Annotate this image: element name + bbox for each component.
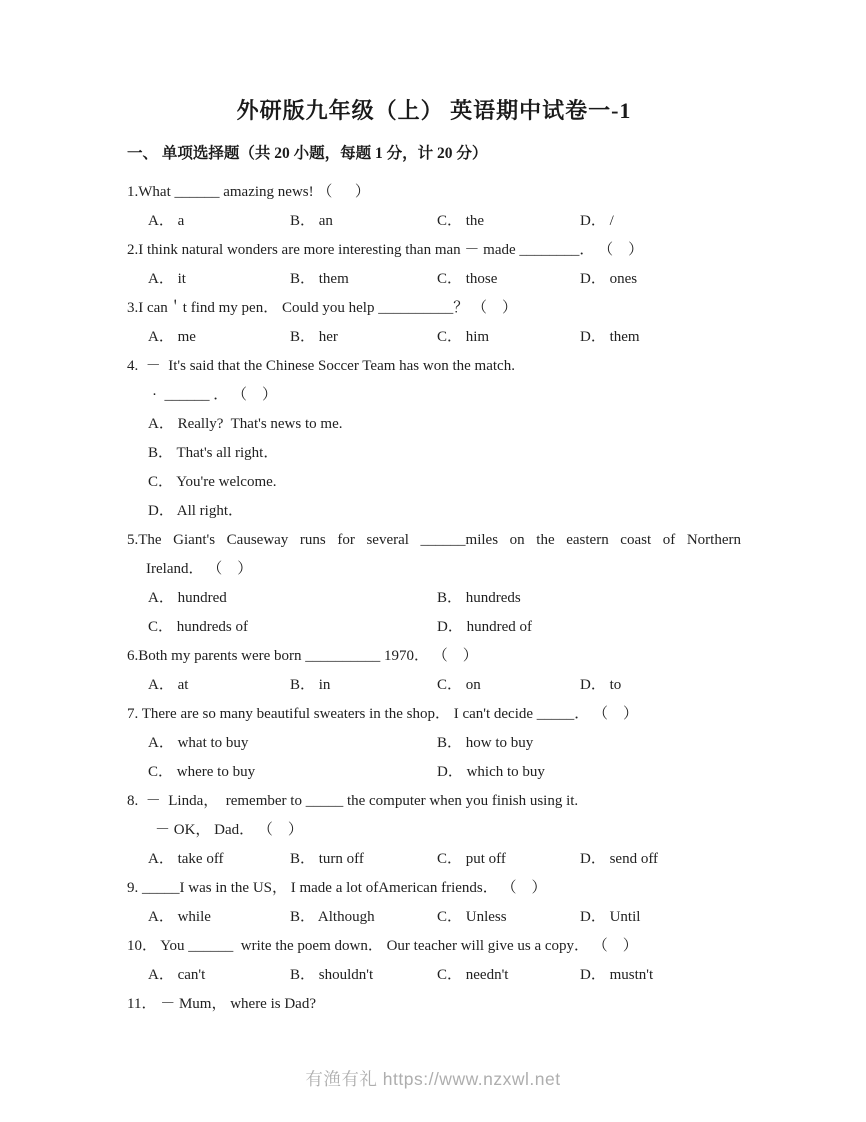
option-c: C． Unless xyxy=(437,909,507,925)
option-a: A． take off xyxy=(148,851,224,867)
question-6-stem: 6.Both my parents were born __________ 1970． （ ） xyxy=(127,648,478,664)
question-7-options xyxy=(127,729,741,787)
question-2 xyxy=(127,236,741,294)
page-title: 外研版九年级（上） 英语期中试卷一-1 xyxy=(236,98,632,123)
option-c: C． where to buy xyxy=(148,764,256,780)
question-5-stem-line-1: 5.The Giant's Causeway runs for several ______miles on the eastern coast of Northern xyxy=(127,532,741,548)
option-b: B． them xyxy=(290,271,349,287)
exam-content xyxy=(127,96,741,1019)
option-a: A． can't xyxy=(148,967,206,983)
question-10-options xyxy=(127,961,741,990)
question-5-options xyxy=(127,584,741,642)
option-d: D． which to buy xyxy=(437,764,545,780)
question-11-stem: 11． － Mum， where is Dad? xyxy=(127,996,316,1012)
question-4 xyxy=(127,352,741,526)
question-8-stem-line-1: 8. － Linda， remember to _____ the computer when you finish using it. xyxy=(127,793,579,809)
option-c: C． him xyxy=(437,329,490,345)
question-5 xyxy=(127,526,741,642)
option-d: D． to xyxy=(580,677,622,693)
option-c: C． put off xyxy=(437,851,506,867)
question-1-stem: 1.What ______ amazing news! （ ） xyxy=(127,184,370,200)
question-4-option-d: D． All right． xyxy=(148,503,244,519)
question-4-stem-line-2: · ______ ． （ ） xyxy=(152,387,277,403)
option-d: D． ones xyxy=(580,271,638,287)
question-6 xyxy=(127,642,741,700)
option-b: B． in xyxy=(290,677,331,693)
question-4-option-a: A． Really? That's news to me. xyxy=(148,416,343,432)
option-c: C． the xyxy=(437,213,485,229)
question-7-stem: 7. There are so many beautiful sweaters in the shop． I can't decide _____． （ ） xyxy=(127,706,639,722)
question-8 xyxy=(127,787,741,874)
question-9 xyxy=(127,874,741,932)
option-c: C． needn't xyxy=(437,967,509,983)
option-a: A． while xyxy=(148,909,211,925)
question-10 xyxy=(127,932,741,990)
option-d: D． mustn't xyxy=(580,967,654,983)
question-1-options xyxy=(127,207,741,236)
option-c: C． those xyxy=(437,271,498,287)
option-b: B． an xyxy=(290,213,333,229)
option-a: A． hundred xyxy=(148,590,227,606)
option-d: D． send off xyxy=(580,851,659,867)
option-b: B． her xyxy=(290,329,338,345)
question-8-options xyxy=(127,845,741,874)
question-4-stem-line-1: 4. － It's said that the Chinese Soccer Team has won the match. xyxy=(127,358,515,374)
question-11 xyxy=(127,990,741,1019)
question-5-stem-line-2: Ireland． （ ） xyxy=(146,561,253,577)
option-a: A． me xyxy=(148,329,196,345)
option-d: D． hundred of xyxy=(437,619,532,635)
question-8-stem-line-2: － OK， Dad． （ ） xyxy=(155,822,303,838)
question-9-stem: 9. _____I was in the US， I made a lot ofAmerican friends． （ ） xyxy=(127,880,547,896)
section-heading: 一、 单项选择题（共 20 小题，每题 1 分，计 20 分） xyxy=(127,145,488,162)
option-b: B． Although xyxy=(290,909,375,925)
option-b: B． hundreds xyxy=(437,590,521,606)
question-3 xyxy=(127,294,741,352)
question-7 xyxy=(127,700,741,787)
question-4-option-b: B． That's all right． xyxy=(148,445,279,461)
option-c: C． on xyxy=(437,677,481,693)
question-6-options xyxy=(127,671,741,700)
option-a: A． what to buy xyxy=(148,735,249,751)
question-3-stem: 3.I can＇t find my pen． Could you help __________？ （ ） xyxy=(127,300,517,316)
question-9-options xyxy=(127,903,741,932)
option-c: C． hundreds of xyxy=(148,619,248,635)
option-d: D． them xyxy=(580,329,640,345)
question-2-options xyxy=(127,265,741,294)
question-2-stem: 2.I think natural wonders are more interesting than man － made ________． （ ） xyxy=(127,242,644,258)
option-d: D． Until xyxy=(580,909,641,925)
option-d: D． / xyxy=(580,213,614,229)
page-footer-watermark: 有渔有礼 https://www.nzxwl.net xyxy=(305,1069,561,1089)
option-a: A． a xyxy=(148,213,185,229)
question-3-options xyxy=(127,323,741,352)
option-b: B． how to buy xyxy=(437,735,534,751)
question-10-stem: 10． You ______ write the poem down． Our teacher will give us a copy． （ ） xyxy=(127,938,638,954)
option-b: B． turn off xyxy=(290,851,364,867)
question-1 xyxy=(127,178,741,236)
question-4-option-c: C． You're welcome. xyxy=(148,474,277,490)
option-a: A． it xyxy=(148,271,186,287)
option-b: B． shouldn't xyxy=(290,967,374,983)
option-a: A． at xyxy=(148,677,189,693)
